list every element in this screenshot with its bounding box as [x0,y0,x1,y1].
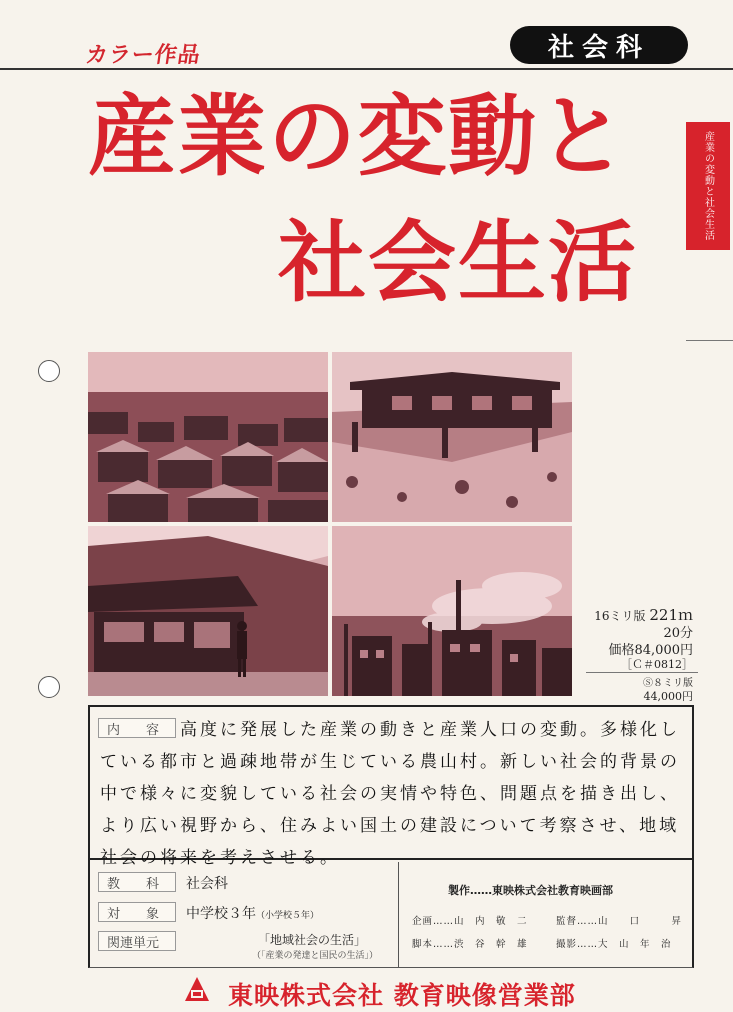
price-label: 価格84,000円 [608,643,693,658]
catalog-code: ［Ｃ＃0812］ [621,658,693,671]
punch-hole-bottom [38,676,60,698]
target-value: 中学校３年（小学校５年） [186,906,320,922]
title-line-2: 社会生活 [278,210,639,314]
photo-industrial-area [332,526,572,696]
staff-screenplay: 脚本……渋 谷 幹 雄 [412,939,528,950]
subject-value: 社会科 [186,876,228,892]
content-text: 高度に発展した産業の動きと産業人口の変動。多様化している都市と過疎地帯が生じている農山村。新しい社会的背景の中で様々に変貌している社会の実情や特色、問題点を描き出し、より広い視野から、住みよい国土の建設について考察させ、地域社会の将来を考えさせる。 [100,720,680,868]
company-name: 東映株式会社 教育映像営業部 [228,981,576,1010]
subject-badge: 社会科 [510,26,688,64]
title-line-1: 産業の変動と [88,84,629,188]
staff-planning: 企画……山 内 敬 二 [412,916,528,927]
punch-hole-top [38,360,60,382]
price-divider [586,672,698,673]
photo-townscape [88,352,328,522]
unit-value: 「地域社会の生活」 [258,933,367,947]
spine-tab: 産業の変動と社会生活 [686,122,730,250]
film8-price: 44,000円 [643,690,693,703]
right-rule [686,340,733,341]
content-label: 内 容 [98,718,176,738]
details-divider [398,862,399,968]
staff-supervision: 監督……山 口 昇 [556,916,683,927]
production-header: 製作……東映株式会社教育映画部 [448,884,613,897]
film16-spec: 16ミリ版 221ｍ [594,606,693,624]
film8-label: Ⓢ８ミリ版 [643,678,693,689]
unit-note: （「産業の発達と国民の生活」） [252,951,379,961]
photo-farmhouse [88,526,328,696]
photo-house-on-slope [332,352,572,522]
subject-label: 教 科 [98,872,176,892]
staff-cinematography: 撮影……大 山 年 治 [556,939,672,950]
color-work-label: カラー作品 [83,43,203,68]
target-label: 対 象 [98,902,176,922]
duration: 20分 [663,626,693,641]
unit-label: 関連単元 [98,931,176,951]
toei-logo-icon [184,976,210,1002]
